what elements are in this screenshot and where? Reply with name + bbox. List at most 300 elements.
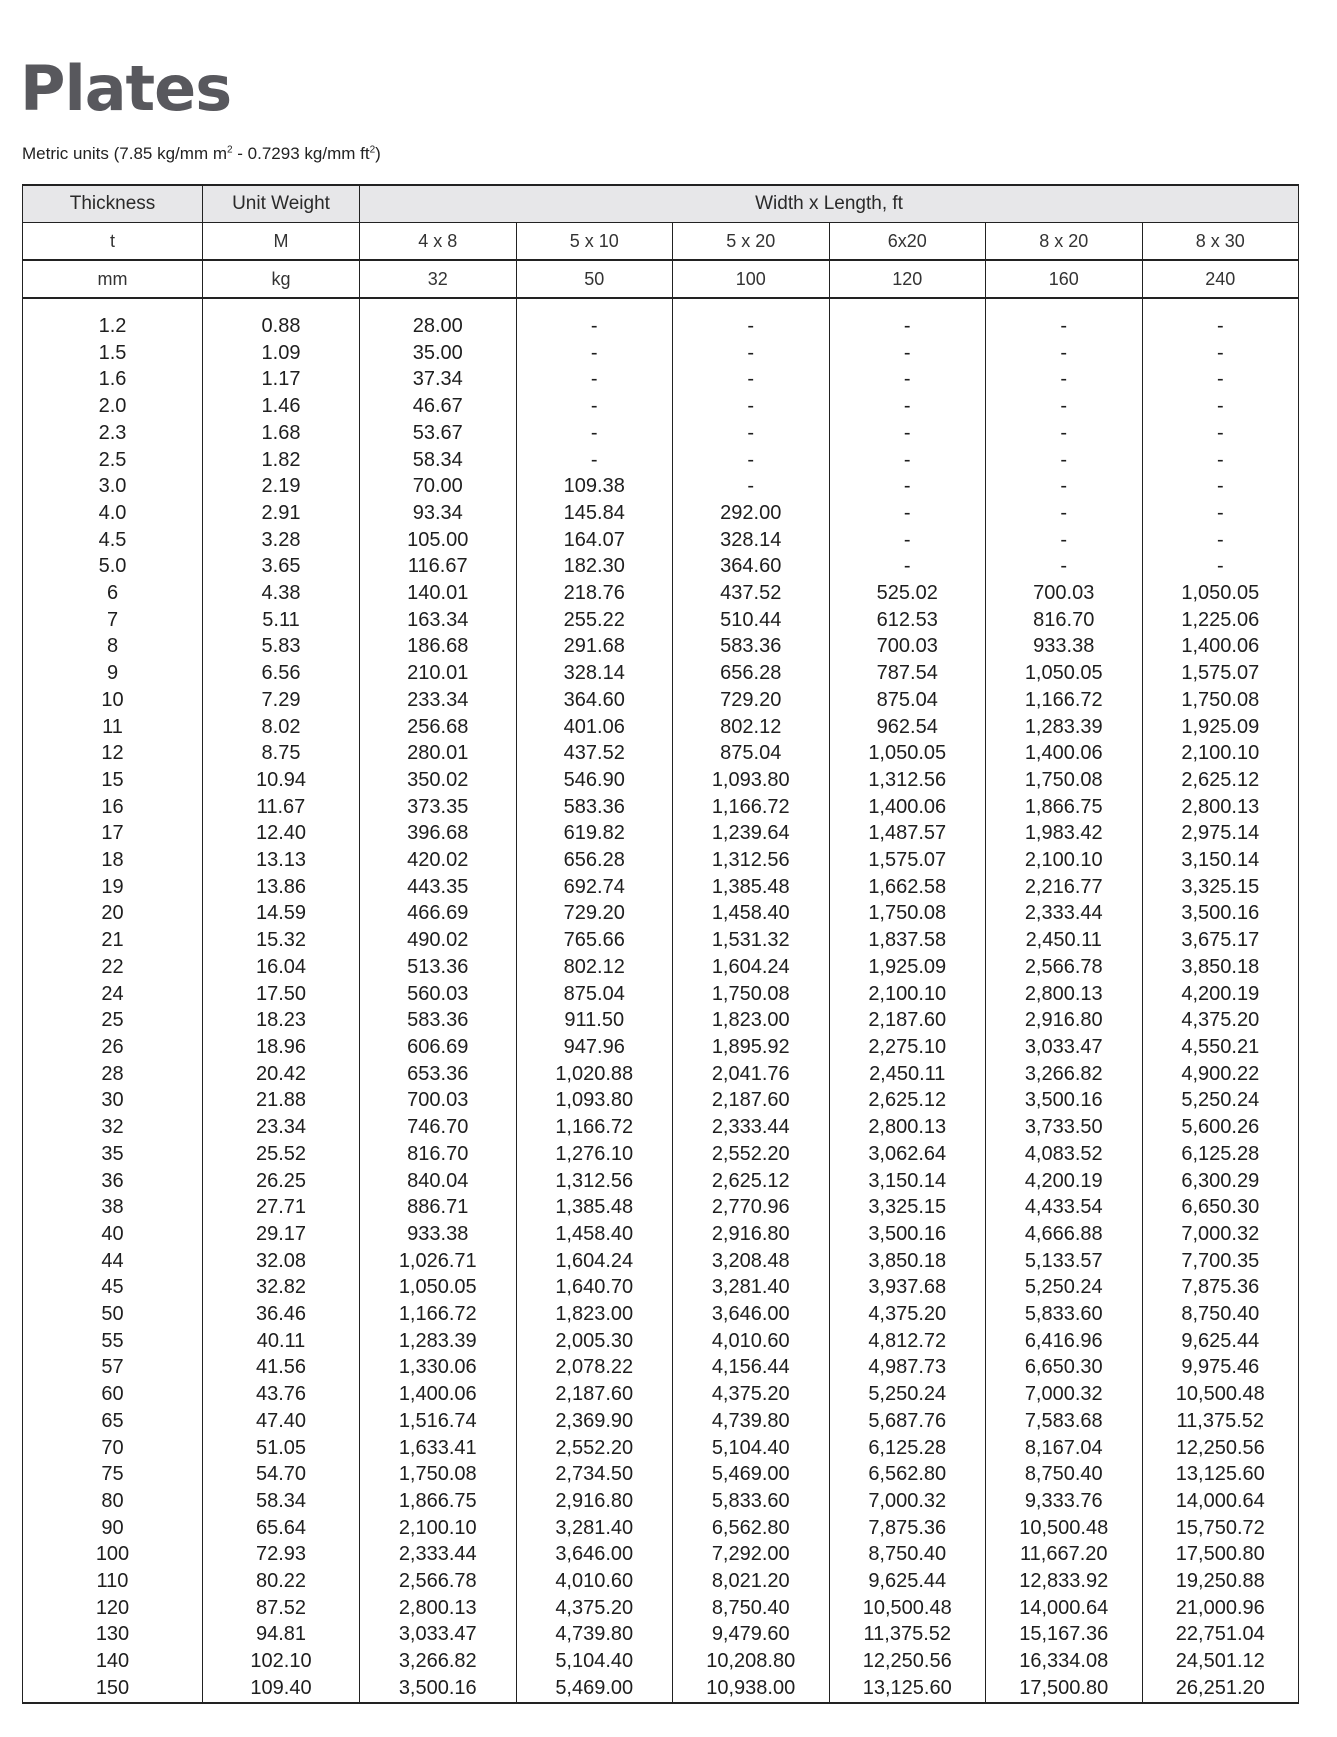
table-cell: 1,983.42	[986, 820, 1143, 847]
header-size-cell: 5 x 10	[516, 223, 673, 261]
table-cell: 3,646.00	[673, 1301, 830, 1328]
table-cell: 1,925.09	[829, 954, 986, 981]
header-size-cell: 8 x 20	[986, 223, 1143, 261]
table-cell: 546.90	[516, 767, 673, 794]
table-cell: -	[516, 366, 673, 393]
table-cell: 700.03	[360, 1087, 517, 1114]
table-cell: 29.17	[203, 1221, 360, 1248]
table-cell: 8,167.04	[986, 1435, 1143, 1462]
table-cell: 19,250.88	[1142, 1568, 1299, 1595]
table-cell: 7,000.32	[986, 1381, 1143, 1408]
header-area-cell: 120	[829, 260, 986, 298]
table-cell: 10,500.48	[1142, 1381, 1299, 1408]
header-size-cell: 4 x 8	[360, 223, 517, 261]
table-cell: -	[673, 473, 830, 500]
table-cell: 765.66	[516, 927, 673, 954]
table-cell: 8,750.40	[986, 1461, 1143, 1488]
table-cell: 40	[23, 1221, 203, 1248]
table-row	[23, 1141, 1299, 1168]
table-row	[23, 1114, 1299, 1141]
table-cell: 9,625.44	[1142, 1328, 1299, 1355]
table-row	[23, 473, 1299, 500]
table-cell: 0.88	[203, 313, 360, 340]
table-row	[23, 767, 1299, 794]
table-cell: 4,010.60	[516, 1568, 673, 1595]
table-cell: -	[986, 553, 1143, 580]
table-cell: 7,000.32	[1142, 1221, 1299, 1248]
table-cell: 8,021.20	[673, 1568, 830, 1595]
table-cell: 2,187.60	[673, 1087, 830, 1114]
table-body	[23, 313, 1299, 1703]
table-cell: 1,050.05	[829, 740, 986, 767]
table-cell: -	[1142, 313, 1299, 340]
table-cell: 6.56	[203, 660, 360, 687]
table-cell: 2,625.12	[1142, 767, 1299, 794]
table-row	[23, 1648, 1299, 1675]
table-cell: -	[516, 447, 673, 474]
table-cell: 656.28	[673, 660, 830, 687]
table-cell: 4,200.19	[1142, 981, 1299, 1008]
table-cell: 10,500.48	[986, 1515, 1143, 1542]
table-row	[23, 527, 1299, 554]
table-cell: 1,050.05	[1142, 580, 1299, 607]
table-cell: 947.96	[516, 1034, 673, 1061]
table-cell: 11.67	[203, 794, 360, 821]
table-cell: 7,875.36	[829, 1515, 986, 1542]
table-cell: 401.06	[516, 714, 673, 741]
header-unit-weight: Unit Weight	[203, 185, 360, 223]
table-cell: 653.36	[360, 1061, 517, 1088]
table-cell: 2,187.60	[829, 1007, 986, 1034]
table-cell: 4.5	[23, 527, 203, 554]
table-cell: 6,650.30	[1142, 1194, 1299, 1221]
table-row	[23, 1461, 1299, 1488]
table-cell: 50	[23, 1301, 203, 1328]
table-cell: 72.93	[203, 1541, 360, 1568]
table-row	[23, 1568, 1299, 1595]
table-cell: 53.67	[360, 420, 517, 447]
table-cell: -	[1142, 553, 1299, 580]
table-row	[23, 633, 1299, 660]
table-cell: 51.05	[203, 1435, 360, 1462]
table-cell: 1,750.08	[986, 767, 1143, 794]
table-cell: 4,375.20	[673, 1381, 830, 1408]
table-row	[23, 1087, 1299, 1114]
table-cell: 5.0	[23, 553, 203, 580]
table-cell: -	[673, 366, 830, 393]
table-cell: 1,575.07	[1142, 660, 1299, 687]
table-cell: -	[673, 340, 830, 367]
plates-table	[22, 184, 1299, 1704]
table-cell: 1.82	[203, 447, 360, 474]
table-cell: 7,700.35	[1142, 1248, 1299, 1275]
header-size-cell: 5 x 20	[673, 223, 830, 261]
table-cell: 1,640.70	[516, 1274, 673, 1301]
table-cell: 100	[23, 1541, 203, 1568]
table-cell: 2,333.44	[360, 1541, 517, 1568]
table-cell: 2,625.12	[673, 1168, 830, 1195]
table-cell: 5,600.26	[1142, 1114, 1299, 1141]
table-cell: -	[1142, 366, 1299, 393]
table-cell: 437.52	[673, 580, 830, 607]
table-cell: 13.86	[203, 874, 360, 901]
table-cell: 65.64	[203, 1515, 360, 1542]
table-row	[23, 740, 1299, 767]
table-cell: 4,083.52	[986, 1141, 1143, 1168]
table-cell: 30	[23, 1087, 203, 1114]
table-cell: 7.29	[203, 687, 360, 714]
table-cell: 28	[23, 1061, 203, 1088]
table-cell: 292.00	[673, 500, 830, 527]
table-cell: 58.34	[360, 447, 517, 474]
table-cell: 55	[23, 1328, 203, 1355]
table-cell: 218.76	[516, 580, 673, 607]
table-cell: 186.68	[360, 633, 517, 660]
table-cell: 10,500.48	[829, 1595, 986, 1622]
table-cell: 1,225.06	[1142, 607, 1299, 634]
table-cell: 2.91	[203, 500, 360, 527]
subtitle-prefix: Metric units (7.85 kg/mm m	[22, 144, 227, 163]
table-row	[23, 687, 1299, 714]
table-cell: 875.04	[673, 740, 830, 767]
table-cell: 2.3	[23, 420, 203, 447]
table-cell: 3,062.64	[829, 1141, 986, 1168]
table-cell: 11,375.52	[829, 1621, 986, 1648]
table-cell: 3,733.50	[986, 1114, 1143, 1141]
table-cell: -	[516, 340, 673, 367]
table-cell: 1,400.06	[986, 740, 1143, 767]
table-cell: 36	[23, 1168, 203, 1195]
table-cell: 7,000.32	[829, 1488, 986, 1515]
table-row	[23, 1408, 1299, 1435]
table-cell: 2,800.13	[986, 981, 1143, 1008]
table-cell: 3,266.82	[986, 1061, 1143, 1088]
table-cell: 1,385.48	[516, 1194, 673, 1221]
table-cell: 2,800.13	[829, 1114, 986, 1141]
table-cell: 3,033.47	[986, 1034, 1143, 1061]
table-cell: 3,500.16	[360, 1675, 517, 1703]
table-cell: 4,010.60	[673, 1328, 830, 1355]
table-cell: 40.11	[203, 1328, 360, 1355]
table-cell: 1,604.24	[673, 954, 830, 981]
table-row	[23, 580, 1299, 607]
table-cell: 47.40	[203, 1408, 360, 1435]
table-cell: 2,916.80	[673, 1221, 830, 1248]
table-cell: 4,375.20	[829, 1301, 986, 1328]
table-cell: -	[516, 420, 673, 447]
table-cell: 10	[23, 687, 203, 714]
table-cell: 116.67	[360, 553, 517, 580]
table-cell: 255.22	[516, 607, 673, 634]
table-row	[23, 447, 1299, 474]
table-cell: 816.70	[360, 1141, 517, 1168]
table-cell: 8,750.40	[829, 1541, 986, 1568]
table-cell: 16.04	[203, 954, 360, 981]
table-cell: 13,125.60	[829, 1675, 986, 1703]
header-row-2	[23, 223, 1299, 261]
table-cell: 11,375.52	[1142, 1408, 1299, 1435]
table-cell: 962.54	[829, 714, 986, 741]
table-cell: 513.36	[360, 954, 517, 981]
table-cell: 16	[23, 794, 203, 821]
table-cell: 3,500.16	[986, 1087, 1143, 1114]
table-cell: 4,666.88	[986, 1221, 1143, 1248]
table-cell: 182.30	[516, 553, 673, 580]
table-cell: 130	[23, 1621, 203, 1648]
table-cell: -	[1142, 420, 1299, 447]
table-cell: -	[986, 473, 1143, 500]
table-cell: 6	[23, 580, 203, 607]
table-row	[23, 1541, 1299, 1568]
table-cell: 3,850.18	[1142, 954, 1299, 981]
table-cell: 443.35	[360, 874, 517, 901]
table-cell: 1,925.09	[1142, 714, 1299, 741]
table-cell: -	[829, 340, 986, 367]
table-cell: 3,150.14	[829, 1168, 986, 1195]
table-cell: 364.60	[516, 687, 673, 714]
header-row-1	[23, 185, 1299, 223]
table-cell: 746.70	[360, 1114, 517, 1141]
table-cell: 2.19	[203, 473, 360, 500]
table-cell: -	[986, 340, 1143, 367]
table-cell: 4,900.22	[1142, 1061, 1299, 1088]
table-cell: 1,604.24	[516, 1248, 673, 1275]
table-cell: 7,292.00	[673, 1541, 830, 1568]
table-cell: 291.68	[516, 633, 673, 660]
table-cell: 2,450.11	[829, 1061, 986, 1088]
table-cell: 1,837.58	[829, 927, 986, 954]
table-cell: 210.01	[360, 660, 517, 687]
table-cell: 2,005.30	[516, 1328, 673, 1355]
table-cell: -	[986, 313, 1143, 340]
table-cell: 65	[23, 1408, 203, 1435]
table-row	[23, 1274, 1299, 1301]
table-cell: 5,250.24	[829, 1381, 986, 1408]
table-cell: 1,093.80	[673, 767, 830, 794]
table-cell: 560.03	[360, 981, 517, 1008]
table-cell: 1,531.32	[673, 927, 830, 954]
table-cell: 18.23	[203, 1007, 360, 1034]
table-cell: 120	[23, 1595, 203, 1622]
header-width-length: Width x Length, ft	[360, 185, 1299, 223]
table-cell: 1,312.56	[516, 1168, 673, 1195]
table-cell: 911.50	[516, 1007, 673, 1034]
table-cell: 12,833.92	[986, 1568, 1143, 1595]
table-cell: 328.14	[673, 527, 830, 554]
table-cell: 8.02	[203, 714, 360, 741]
header-symbol-cell: t	[23, 223, 203, 261]
table-cell: 1,020.88	[516, 1061, 673, 1088]
table-cell: 373.35	[360, 794, 517, 821]
table-cell: 27.71	[203, 1194, 360, 1221]
table-cell: 1.6	[23, 366, 203, 393]
header-area-cell: 160	[986, 260, 1143, 298]
table-cell: 4,987.73	[829, 1354, 986, 1381]
table-cell: 164.07	[516, 527, 673, 554]
table-cell: 787.54	[829, 660, 986, 687]
table-cell: 1,093.80	[516, 1087, 673, 1114]
table-row	[23, 981, 1299, 1008]
table-cell: 2,552.20	[673, 1141, 830, 1168]
table-row	[23, 927, 1299, 954]
table-cell: 3,325.15	[1142, 874, 1299, 901]
table-cell: 150	[23, 1675, 203, 1703]
table-cell: 105.00	[360, 527, 517, 554]
table-cell: 70	[23, 1435, 203, 1462]
table-cell: 54.70	[203, 1461, 360, 1488]
table-cell: 933.38	[360, 1221, 517, 1248]
table-cell: 3,281.40	[673, 1274, 830, 1301]
table-cell: -	[1142, 473, 1299, 500]
table-cell: 875.04	[829, 687, 986, 714]
table-cell: 2,100.10	[1142, 740, 1299, 767]
table-row	[23, 553, 1299, 580]
table-cell: 3,675.17	[1142, 927, 1299, 954]
table-cell: 19	[23, 874, 203, 901]
table-cell: 5,469.00	[516, 1675, 673, 1703]
table-cell: 13,125.60	[1142, 1461, 1299, 1488]
table-cell: 32.08	[203, 1248, 360, 1275]
table-cell: 6,125.28	[1142, 1141, 1299, 1168]
table-cell: 18	[23, 847, 203, 874]
table-cell: 420.02	[360, 847, 517, 874]
table-cell: 6,125.28	[829, 1435, 986, 1462]
table-cell: 2,100.10	[360, 1515, 517, 1542]
table-cell: 1,487.57	[829, 820, 986, 847]
subtitle	[22, 144, 381, 164]
table-row	[23, 820, 1299, 847]
table-cell: -	[1142, 527, 1299, 554]
table-cell: -	[516, 313, 673, 340]
table-cell: 15.32	[203, 927, 360, 954]
table-cell: -	[986, 500, 1143, 527]
table-cell: 1,458.40	[673, 900, 830, 927]
table-cell: 1,823.00	[516, 1301, 673, 1328]
table-cell: 35	[23, 1141, 203, 1168]
table-cell: 510.44	[673, 607, 830, 634]
table-cell: -	[986, 366, 1143, 393]
table-cell: 3,850.18	[829, 1248, 986, 1275]
table-cell: -	[829, 447, 986, 474]
table-cell: 15,750.72	[1142, 1515, 1299, 1542]
table-cell: 1,662.58	[829, 874, 986, 901]
table-cell: 5,104.40	[673, 1435, 830, 1462]
table-row	[23, 900, 1299, 927]
table-cell: 1.68	[203, 420, 360, 447]
table-cell: 44	[23, 1248, 203, 1275]
table-row	[23, 1515, 1299, 1542]
table-cell: 5,250.24	[1142, 1087, 1299, 1114]
table-cell: 256.68	[360, 714, 517, 741]
table-cell: 14.59	[203, 900, 360, 927]
table-cell: 1,312.56	[829, 767, 986, 794]
table-cell: 1.46	[203, 393, 360, 420]
table-cell: 26	[23, 1034, 203, 1061]
table-cell: 9,479.60	[673, 1621, 830, 1648]
table-cell: 43.76	[203, 1381, 360, 1408]
table-cell: 328.14	[516, 660, 673, 687]
table-cell: 656.28	[516, 847, 673, 874]
table-cell: -	[986, 527, 1143, 554]
table-cell: 2,916.80	[986, 1007, 1143, 1034]
header-size-cell: 8 x 30	[1142, 223, 1299, 261]
table-cell: 802.12	[673, 714, 830, 741]
table-cell: 5,687.76	[829, 1408, 986, 1435]
table-cell: 2.0	[23, 393, 203, 420]
table-cell: 26.25	[203, 1168, 360, 1195]
table-cell: -	[673, 420, 830, 447]
table-cell: 94.81	[203, 1621, 360, 1648]
table-cell: 41.56	[203, 1354, 360, 1381]
table-cell: 1,516.74	[360, 1408, 517, 1435]
table-cell: 364.60	[673, 553, 830, 580]
table-row	[23, 660, 1299, 687]
table-cell: 18.96	[203, 1034, 360, 1061]
table-cell: 729.20	[673, 687, 830, 714]
table-row	[23, 366, 1299, 393]
table-cell: 3,937.68	[829, 1274, 986, 1301]
header-unit-cell: kg	[203, 260, 360, 298]
table-cell: 1,823.00	[673, 1007, 830, 1034]
table-cell: 1,750.08	[360, 1461, 517, 1488]
table-cell: 2,187.60	[516, 1381, 673, 1408]
table-cell: 14,000.64	[1142, 1488, 1299, 1515]
table-row	[23, 1675, 1299, 1703]
table-cell: 17,500.80	[986, 1675, 1143, 1703]
table-cell: 1,166.72	[516, 1114, 673, 1141]
table-cell: 1,400.06	[1142, 633, 1299, 660]
table-cell: 3,500.16	[1142, 900, 1299, 927]
table-cell: 102.10	[203, 1648, 360, 1675]
table-row	[23, 1248, 1299, 1275]
table-cell: -	[829, 313, 986, 340]
table-cell: 70.00	[360, 473, 517, 500]
subtitle-middle: - 0.7293 kg/mm ft	[232, 144, 370, 163]
header-size-cell: 6x20	[829, 223, 986, 261]
table-cell: 9,975.46	[1142, 1354, 1299, 1381]
table-row	[23, 1354, 1299, 1381]
table-cell: 2,369.90	[516, 1408, 673, 1435]
table-cell: 145.84	[516, 500, 673, 527]
table-cell: 1,385.48	[673, 874, 830, 901]
table-cell: 3.28	[203, 527, 360, 554]
table-cell: -	[829, 553, 986, 580]
table-cell: 3,646.00	[516, 1541, 673, 1568]
table-cell: 17	[23, 820, 203, 847]
table-cell: 5,104.40	[516, 1648, 673, 1675]
table-cell: 140	[23, 1648, 203, 1675]
table-cell: -	[1142, 393, 1299, 420]
table-cell: -	[1142, 500, 1299, 527]
table-row	[23, 1621, 1299, 1648]
table-cell: 15	[23, 767, 203, 794]
table-cell: 3,325.15	[829, 1194, 986, 1221]
spacer-row	[23, 298, 1299, 313]
table-cell: 20	[23, 900, 203, 927]
table-cell: 20.42	[203, 1061, 360, 1088]
table-cell: 396.68	[360, 820, 517, 847]
table-row	[23, 714, 1299, 741]
table-cell: 17.50	[203, 981, 360, 1008]
table-cell: -	[673, 447, 830, 474]
table-row	[23, 1168, 1299, 1195]
table-cell: 606.69	[360, 1034, 517, 1061]
table-cell: 5,833.60	[986, 1301, 1143, 1328]
table-cell: 22	[23, 954, 203, 981]
table-cell: 1,276.10	[516, 1141, 673, 1168]
table-cell: 2,566.78	[360, 1568, 517, 1595]
table-cell: 619.82	[516, 820, 673, 847]
